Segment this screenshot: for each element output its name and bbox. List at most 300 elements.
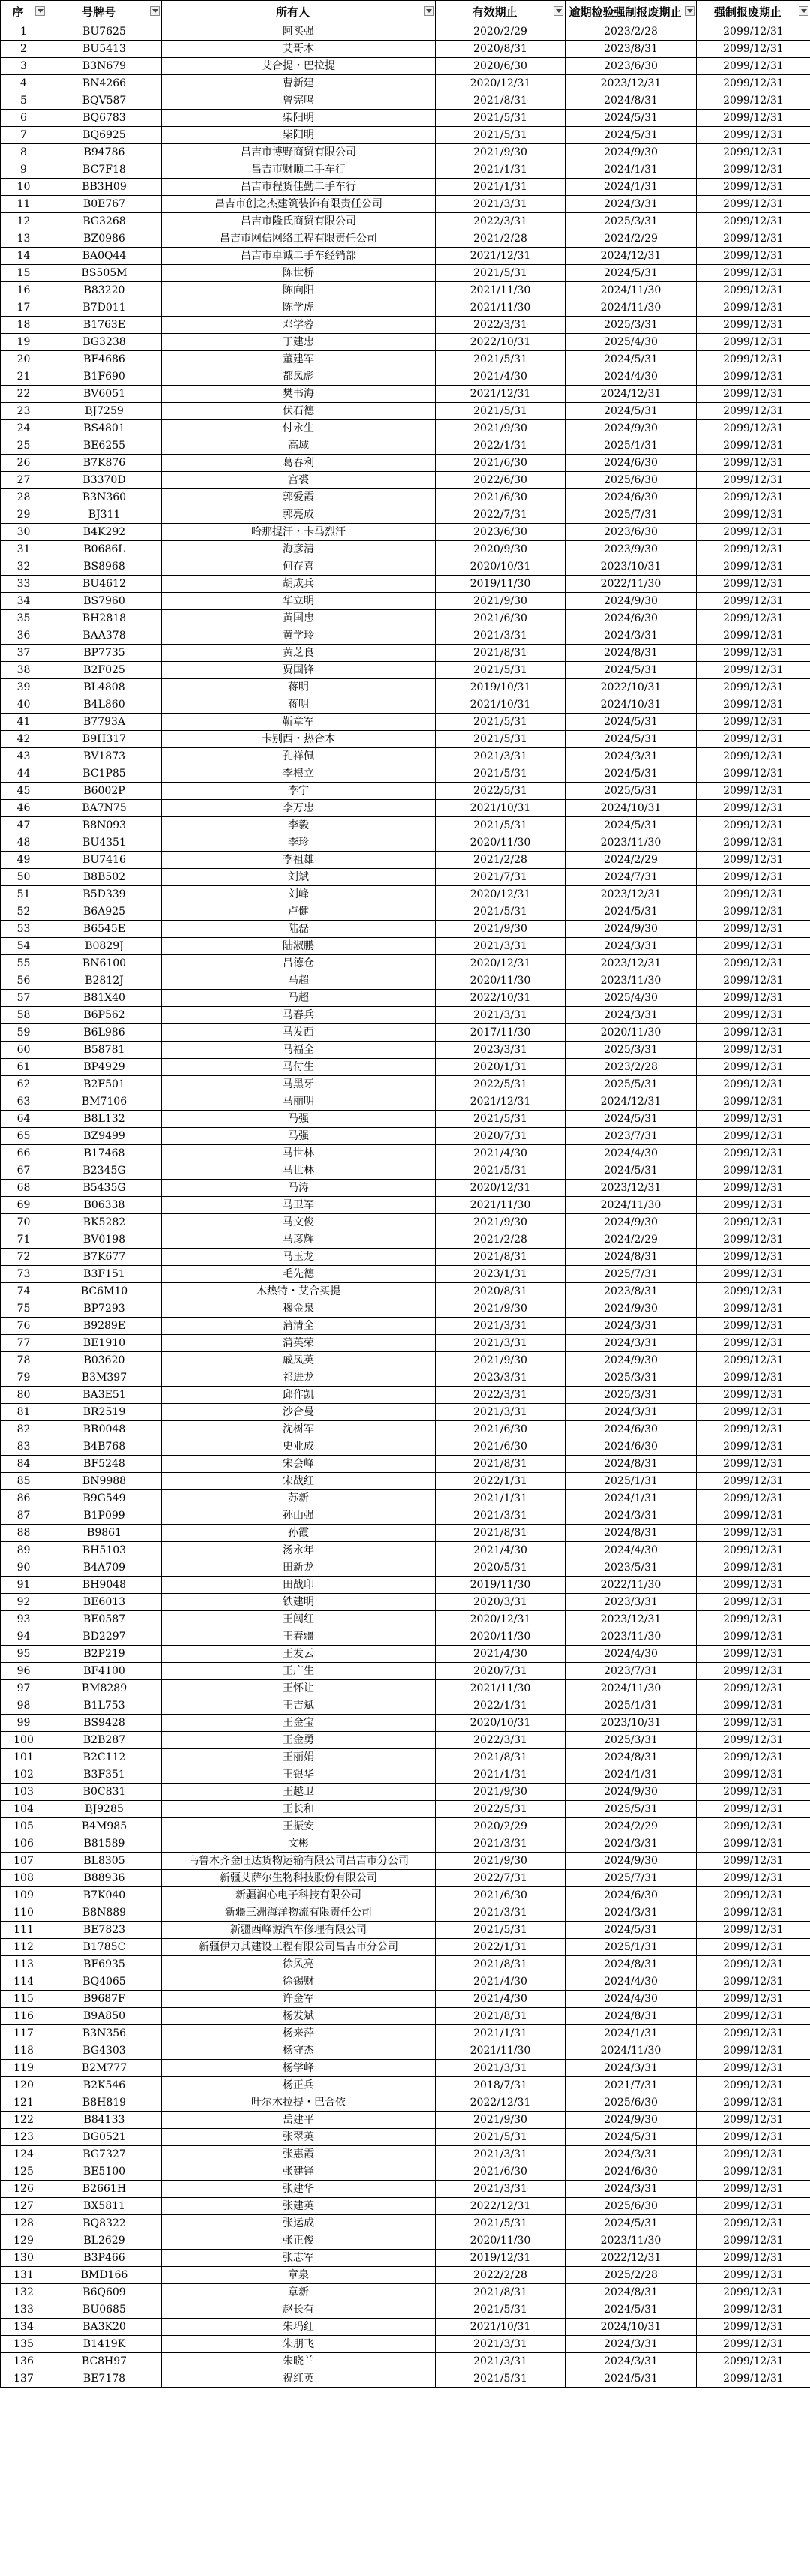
cell-owner[interactable]: 王长和 [162,1801,436,1818]
cell-valid-until[interactable]: 2021/5/31 [436,1922,566,1939]
cell-overdue-scrap[interactable]: 2024/11/30 [566,299,697,317]
cell-overdue-scrap[interactable]: 2023/11/30 [566,972,697,990]
cell-forced-scrap[interactable]: 2099/12/31 [697,2284,810,2301]
cell-plate[interactable]: B1F690 [47,368,162,386]
cell-owner[interactable]: 王闯红 [162,1611,436,1628]
cell-overdue-scrap[interactable]: 2024/6/30 [566,489,697,506]
cell-overdue-scrap[interactable]: 2024/9/30 [566,1784,697,1801]
cell-plate[interactable]: BP4929 [47,1059,162,1076]
cell-valid-until[interactable]: 2022/3/31 [436,317,566,334]
cell-valid-until[interactable]: 2021/3/31 [436,1318,566,1335]
cell-forced-scrap[interactable]: 2099/12/31 [697,1835,810,1853]
cell-seq[interactable]: 127 [1,2198,47,2215]
cell-seq[interactable]: 8 [1,144,47,161]
cell-forced-scrap[interactable]: 2099/12/31 [697,783,810,800]
cell-overdue-scrap[interactable]: 2025/2/28 [566,2267,697,2284]
cell-overdue-scrap[interactable]: 2024/2/29 [566,1818,697,1835]
cell-owner[interactable]: 蒲清全 [162,1318,436,1335]
cell-owner[interactable]: 王广生 [162,1663,436,1680]
cell-forced-scrap[interactable]: 2099/12/31 [697,1870,810,1887]
cell-valid-until[interactable]: 2021/4/30 [436,1542,566,1559]
cell-seq[interactable]: 54 [1,938,47,955]
cell-plate[interactable]: BC1P85 [47,765,162,783]
cell-overdue-scrap[interactable]: 2024/5/31 [566,2301,697,2319]
cell-valid-until[interactable]: 2021/5/31 [436,714,566,731]
cell-owner[interactable]: 马世林 [162,1145,436,1162]
cell-forced-scrap[interactable]: 2099/12/31 [697,2370,810,2388]
cell-seq[interactable]: 118 [1,2042,47,2060]
cell-owner[interactable]: 穆金泉 [162,1300,436,1318]
cell-plate[interactable]: B83220 [47,282,162,299]
cell-forced-scrap[interactable]: 2099/12/31 [697,1214,810,1231]
cell-overdue-scrap[interactable]: 2024/8/31 [566,1525,697,1542]
cell-overdue-scrap[interactable]: 2025/7/31 [566,1266,697,1283]
cell-overdue-scrap[interactable]: 2024/9/30 [566,420,697,437]
cell-plate[interactable]: B0686L [47,541,162,558]
cell-forced-scrap[interactable]: 2099/12/31 [697,2077,810,2094]
cell-forced-scrap[interactable]: 2099/12/31 [697,1766,810,1784]
cell-overdue-scrap[interactable]: 2025/4/30 [566,334,697,351]
cell-overdue-scrap[interactable]: 2024/8/31 [566,1249,697,1266]
cell-seq[interactable]: 93 [1,1611,47,1628]
cell-overdue-scrap[interactable]: 2023/7/31 [566,1128,697,1145]
cell-plate[interactable]: B2661H [47,2181,162,2198]
cell-owner[interactable]: 郭亮成 [162,506,436,524]
cell-valid-until[interactable]: 2021/3/31 [436,2146,566,2163]
cell-valid-until[interactable]: 2020/12/31 [436,1180,566,1197]
cell-plate[interactable]: B3370D [47,472,162,489]
cell-seq[interactable]: 114 [1,1973,47,1991]
cell-seq[interactable]: 40 [1,696,47,714]
cell-plate[interactable]: B8N093 [47,817,162,834]
cell-owner[interactable]: 马卫军 [162,1197,436,1214]
cell-owner[interactable]: 王振安 [162,1818,436,1835]
cell-plate[interactable]: B81X40 [47,990,162,1007]
cell-forced-scrap[interactable]: 2099/12/31 [697,627,810,645]
cell-overdue-scrap[interactable]: 2024/9/30 [566,921,697,938]
cell-forced-scrap[interactable]: 2099/12/31 [697,903,810,921]
cell-forced-scrap[interactable]: 2099/12/31 [697,869,810,886]
cell-overdue-scrap[interactable]: 2024/5/31 [566,662,697,679]
cell-seq[interactable]: 106 [1,1835,47,1853]
cell-plate[interactable]: B1419K [47,2336,162,2353]
cell-valid-until[interactable]: 2021/9/30 [436,1853,566,1870]
cell-seq[interactable]: 42 [1,731,47,748]
cell-forced-scrap[interactable]: 2099/12/31 [697,1352,810,1369]
cell-seq[interactable]: 27 [1,472,47,489]
cell-forced-scrap[interactable]: 2099/12/31 [697,92,810,110]
cell-seq[interactable]: 23 [1,403,47,420]
cell-owner[interactable]: 柴阳明 [162,110,436,127]
cell-seq[interactable]: 31 [1,541,47,558]
cell-forced-scrap[interactable]: 2099/12/31 [697,2353,810,2370]
cell-plate[interactable]: BU7625 [47,23,162,41]
cell-overdue-scrap[interactable]: 2024/3/31 [566,1904,697,1922]
cell-overdue-scrap[interactable]: 2025/6/30 [566,2198,697,2215]
cell-seq[interactable]: 137 [1,2370,47,2388]
cell-owner[interactable]: 阿买强 [162,23,436,41]
cell-plate[interactable]: BG3268 [47,213,162,230]
cell-seq[interactable]: 94 [1,1628,47,1646]
cell-plate[interactable]: BU7416 [47,852,162,869]
cell-plate[interactable]: B1L753 [47,1697,162,1715]
cell-owner[interactable]: 汤永年 [162,1542,436,1559]
cell-seq[interactable]: 109 [1,1887,47,1904]
cell-seq[interactable]: 55 [1,955,47,972]
cell-overdue-scrap[interactable]: 2024/5/31 [566,714,697,731]
cell-overdue-scrap[interactable]: 2024/5/31 [566,265,697,282]
cell-seq[interactable]: 47 [1,817,47,834]
cell-overdue-scrap[interactable]: 2024/3/31 [566,2060,697,2077]
cell-plate[interactable]: B8L132 [47,1111,162,1128]
header-owner[interactable] [162,1,436,23]
cell-forced-scrap[interactable]: 2099/12/31 [697,1887,810,1904]
cell-seq[interactable]: 7 [1,127,47,144]
cell-overdue-scrap[interactable]: 2024/11/30 [566,2042,697,2060]
cell-forced-scrap[interactable]: 2099/12/31 [697,576,810,593]
cell-owner[interactable]: 孙霞 [162,1525,436,1542]
cell-valid-until[interactable]: 2021/9/30 [436,1300,566,1318]
filter-dropdown-icon[interactable] [685,6,694,16]
cell-seq[interactable]: 41 [1,714,47,731]
cell-plate[interactable]: BM7106 [47,1093,162,1111]
cell-plate[interactable]: BJ7259 [47,403,162,420]
cell-valid-until[interactable]: 2021/6/30 [436,1438,566,1456]
cell-plate[interactable]: B3N679 [47,58,162,75]
cell-overdue-scrap[interactable]: 2024/2/29 [566,852,697,869]
cell-seq[interactable]: 79 [1,1369,47,1387]
cell-seq[interactable]: 126 [1,2181,47,2198]
cell-plate[interactable]: B4K292 [47,524,162,541]
cell-overdue-scrap[interactable]: 2024/12/31 [566,248,697,265]
cell-valid-until[interactable]: 2021/12/31 [436,248,566,265]
cell-plate[interactable]: BZ0986 [47,230,162,248]
cell-plate[interactable]: BU0685 [47,2301,162,2319]
cell-owner[interactable]: 马涛 [162,1180,436,1197]
cell-seq[interactable]: 50 [1,869,47,886]
cell-valid-until[interactable]: 2021/6/30 [436,1421,566,1438]
cell-seq[interactable]: 48 [1,834,47,852]
cell-forced-scrap[interactable]: 2099/12/31 [697,1749,810,1766]
cell-valid-until[interactable]: 2021/5/31 [436,731,566,748]
cell-plate[interactable]: B4B768 [47,1438,162,1456]
cell-valid-until[interactable]: 2022/5/31 [436,783,566,800]
cell-overdue-scrap[interactable]: 2024/5/31 [566,110,697,127]
cell-plate[interactable]: BA3E51 [47,1387,162,1404]
cell-seq[interactable]: 39 [1,679,47,696]
cell-valid-until[interactable]: 2021/7/31 [436,869,566,886]
cell-overdue-scrap[interactable]: 2024/1/31 [566,2025,697,2042]
cell-valid-until[interactable]: 2021/5/31 [436,765,566,783]
cell-plate[interactable]: BU4351 [47,834,162,852]
cell-seq[interactable]: 123 [1,2129,47,2146]
cell-seq[interactable]: 77 [1,1335,47,1352]
cell-overdue-scrap[interactable]: 2024/5/31 [566,1162,697,1180]
cell-plate[interactable]: B3F151 [47,1266,162,1283]
cell-seq[interactable]: 59 [1,1024,47,1042]
cell-overdue-scrap[interactable]: 2024/6/30 [566,455,697,472]
cell-plate[interactable]: BN6100 [47,955,162,972]
cell-overdue-scrap[interactable]: 2024/3/31 [566,748,697,765]
cell-plate[interactable]: BB3H09 [47,179,162,196]
cell-valid-until[interactable]: 2020/8/31 [436,41,566,58]
cell-forced-scrap[interactable]: 2099/12/31 [697,800,810,817]
cell-forced-scrap[interactable]: 2099/12/31 [697,1939,810,1956]
cell-valid-until[interactable]: 2021/8/31 [436,1749,566,1766]
cell-seq[interactable]: 17 [1,299,47,317]
cell-seq[interactable]: 80 [1,1387,47,1404]
cell-plate[interactable]: B0829J [47,938,162,955]
cell-plate[interactable]: BR2519 [47,1404,162,1421]
cell-forced-scrap[interactable]: 2099/12/31 [697,2146,810,2163]
cell-owner[interactable]: 宋战红 [162,1473,436,1490]
cell-seq[interactable]: 44 [1,765,47,783]
cell-overdue-scrap[interactable]: 2025/5/31 [566,1801,697,1818]
cell-owner[interactable]: 马发西 [162,1024,436,1042]
cell-owner[interactable]: 贾国锋 [162,662,436,679]
cell-plate[interactable]: B2K546 [47,2077,162,2094]
cell-forced-scrap[interactable]: 2099/12/31 [697,990,810,1007]
cell-valid-until[interactable]: 2021/6/30 [436,2163,566,2181]
cell-forced-scrap[interactable]: 2099/12/31 [697,2301,810,2319]
cell-overdue-scrap[interactable]: 2025/6/30 [566,2094,697,2112]
cell-overdue-scrap[interactable]: 2025/3/31 [566,1042,697,1059]
cell-plate[interactable]: B2812J [47,972,162,990]
cell-seq[interactable]: 125 [1,2163,47,2181]
cell-plate[interactable]: BMD166 [47,2267,162,2284]
cell-plate[interactable]: BL4808 [47,679,162,696]
cell-forced-scrap[interactable]: 2099/12/31 [697,2025,810,2042]
cell-seq[interactable]: 101 [1,1749,47,1766]
cell-plate[interactable]: BE7178 [47,2370,162,2388]
cell-plate[interactable]: BM8289 [47,1680,162,1697]
cell-owner[interactable]: 李万忠 [162,800,436,817]
cell-owner[interactable]: 祁进龙 [162,1369,436,1387]
cell-owner[interactable]: 马福全 [162,1042,436,1059]
cell-valid-until[interactable]: 2020/12/31 [436,75,566,92]
cell-valid-until[interactable]: 2020/6/30 [436,58,566,75]
cell-seq[interactable]: 99 [1,1715,47,1732]
cell-overdue-scrap[interactable]: 2024/5/31 [566,351,697,368]
cell-overdue-scrap[interactable]: 2020/11/30 [566,1024,697,1042]
cell-forced-scrap[interactable]: 2099/12/31 [697,472,810,489]
cell-overdue-scrap[interactable]: 2023/11/30 [566,834,697,852]
cell-forced-scrap[interactable]: 2099/12/31 [697,1853,810,1870]
cell-owner[interactable]: 马超 [162,972,436,990]
cell-owner[interactable]: 王春疆 [162,1628,436,1646]
cell-overdue-scrap[interactable]: 2023/11/30 [566,1628,697,1646]
cell-valid-until[interactable]: 2021/5/31 [436,127,566,144]
cell-forced-scrap[interactable]: 2099/12/31 [697,921,810,938]
cell-seq[interactable]: 107 [1,1853,47,1870]
cell-plate[interactable]: BD2297 [47,1628,162,1646]
cell-seq[interactable]: 92 [1,1594,47,1611]
cell-valid-until[interactable]: 2021/3/31 [436,1335,566,1352]
cell-forced-scrap[interactable]: 2099/12/31 [697,2319,810,2336]
cell-forced-scrap[interactable]: 2099/12/31 [697,1784,810,1801]
cell-valid-until[interactable]: 2020/2/29 [436,23,566,41]
cell-plate[interactable]: B1785C [47,1939,162,1956]
cell-forced-scrap[interactable]: 2099/12/31 [697,662,810,679]
cell-overdue-scrap[interactable]: 2024/4/30 [566,1991,697,2008]
cell-valid-until[interactable]: 2022/3/31 [436,213,566,230]
cell-overdue-scrap[interactable]: 2024/4/30 [566,1542,697,1559]
cell-owner[interactable]: 王金宝 [162,1715,436,1732]
cell-forced-scrap[interactable]: 2099/12/31 [697,1904,810,1922]
cell-valid-until[interactable]: 2021/9/30 [436,2112,566,2129]
cell-overdue-scrap[interactable]: 2024/5/31 [566,765,697,783]
cell-overdue-scrap[interactable]: 2024/8/31 [566,1956,697,1973]
cell-valid-until[interactable]: 2021/9/30 [436,1784,566,1801]
cell-plate[interactable]: B8B502 [47,869,162,886]
cell-plate[interactable]: B88936 [47,1870,162,1887]
cell-valid-until[interactable]: 2021/11/30 [436,1680,566,1697]
cell-overdue-scrap[interactable]: 2024/1/31 [566,161,697,179]
cell-seq[interactable]: 14 [1,248,47,265]
cell-owner[interactable]: 昌吉市程货佳勤二手车行 [162,179,436,196]
cell-owner[interactable]: 昌吉市隆氏商贸有限公司 [162,213,436,230]
cell-forced-scrap[interactable]: 2099/12/31 [697,1128,810,1145]
cell-plate[interactable]: BG3238 [47,334,162,351]
cell-owner[interactable]: 张运成 [162,2215,436,2232]
cell-valid-until[interactable]: 2021/2/28 [436,852,566,869]
cell-owner[interactable]: 杨发斌 [162,2008,436,2025]
cell-owner[interactable]: 新疆艾萨尔生物科技股份有限公司 [162,1870,436,1887]
cell-forced-scrap[interactable]: 2099/12/31 [697,765,810,783]
cell-forced-scrap[interactable]: 2099/12/31 [697,161,810,179]
cell-overdue-scrap[interactable]: 2023/12/31 [566,886,697,903]
cell-forced-scrap[interactable]: 2099/12/31 [697,1473,810,1490]
cell-seq[interactable]: 26 [1,455,47,472]
cell-overdue-scrap[interactable]: 2023/2/28 [566,1059,697,1076]
cell-seq[interactable]: 130 [1,2250,47,2267]
cell-forced-scrap[interactable]: 2099/12/31 [697,1922,810,1939]
cell-forced-scrap[interactable]: 2099/12/31 [697,645,810,662]
cell-plate[interactable]: BN9988 [47,1473,162,1490]
cell-seq[interactable]: 12 [1,213,47,230]
cell-owner[interactable]: 马强 [162,1128,436,1145]
cell-owner[interactable]: 马彦辉 [162,1231,436,1249]
cell-owner[interactable]: 胡成兵 [162,576,436,593]
cell-forced-scrap[interactable]: 2099/12/31 [697,2198,810,2215]
cell-forced-scrap[interactable]: 2099/12/31 [697,1162,810,1180]
cell-valid-until[interactable]: 2022/10/31 [436,990,566,1007]
cell-seq[interactable]: 131 [1,2267,47,2284]
cell-valid-until[interactable]: 2023/3/31 [436,1042,566,1059]
cell-forced-scrap[interactable]: 2099/12/31 [697,41,810,58]
cell-valid-until[interactable]: 2021/3/31 [436,1507,566,1525]
filter-dropdown-icon[interactable] [150,6,160,16]
cell-seq[interactable]: 53 [1,921,47,938]
cell-valid-until[interactable]: 2021/5/31 [436,265,566,282]
cell-overdue-scrap[interactable]: 2024/11/30 [566,1197,697,1214]
cell-owner[interactable]: 柴阳明 [162,127,436,144]
cell-valid-until[interactable]: 2020/2/29 [436,1818,566,1835]
cell-owner[interactable]: 艾哥木 [162,41,436,58]
cell-owner[interactable]: 王金勇 [162,1732,436,1749]
cell-seq[interactable]: 11 [1,196,47,213]
cell-plate[interactable]: B7K677 [47,1249,162,1266]
cell-overdue-scrap[interactable]: 2024/2/29 [566,1231,697,1249]
cell-plate[interactable]: B3N356 [47,2025,162,2042]
cell-overdue-scrap[interactable]: 2023/6/30 [566,524,697,541]
cell-valid-until[interactable]: 2020/12/31 [436,1611,566,1628]
cell-plate[interactable]: B6Q609 [47,2284,162,2301]
cell-overdue-scrap[interactable]: 2024/5/31 [566,1111,697,1128]
cell-seq[interactable]: 10 [1,179,47,196]
cell-overdue-scrap[interactable]: 2023/9/30 [566,541,697,558]
cell-owner[interactable]: 马玉龙 [162,1249,436,1266]
cell-valid-until[interactable]: 2020/10/31 [436,1715,566,1732]
cell-overdue-scrap[interactable]: 2025/3/31 [566,213,697,230]
cell-owner[interactable]: 杨正兵 [162,2077,436,2094]
cell-seq[interactable]: 74 [1,1283,47,1300]
cell-plate[interactable]: B58781 [47,1042,162,1059]
cell-plate[interactable]: B9861 [47,1525,162,1542]
cell-plate[interactable]: BF4686 [47,351,162,368]
cell-valid-until[interactable]: 2020/1/31 [436,1059,566,1076]
cell-forced-scrap[interactable]: 2099/12/31 [697,2181,810,2198]
header-overdue-scrap[interactable] [566,1,697,23]
cell-valid-until[interactable]: 2021/12/31 [436,1093,566,1111]
cell-valid-until[interactable]: 2022/3/31 [436,1387,566,1404]
cell-valid-until[interactable]: 2020/11/30 [436,2232,566,2250]
cell-seq[interactable]: 25 [1,437,47,455]
cell-owner[interactable]: 马超 [162,990,436,1007]
cell-overdue-scrap[interactable]: 2024/5/31 [566,731,697,748]
cell-plate[interactable]: B2C112 [47,1749,162,1766]
cell-owner[interactable]: 昌吉市博野商贸有限公司 [162,144,436,161]
cell-overdue-scrap[interactable]: 2024/1/31 [566,1490,697,1507]
cell-valid-until[interactable]: 2021/8/31 [436,1525,566,1542]
cell-forced-scrap[interactable]: 2099/12/31 [697,1404,810,1421]
cell-forced-scrap[interactable]: 2099/12/31 [697,2163,810,2181]
cell-forced-scrap[interactable]: 2099/12/31 [697,213,810,230]
cell-owner[interactable]: 刘斌 [162,869,436,886]
cell-valid-until[interactable]: 2021/3/31 [436,196,566,213]
cell-overdue-scrap[interactable]: 2023/12/31 [566,955,697,972]
cell-overdue-scrap[interactable]: 2023/12/31 [566,75,697,92]
cell-owner[interactable]: 葛春利 [162,455,436,472]
cell-forced-scrap[interactable]: 2099/12/31 [697,58,810,75]
cell-valid-until[interactable]: 2020/11/30 [436,1628,566,1646]
cell-owner[interactable]: 蒲英荣 [162,1335,436,1352]
cell-overdue-scrap[interactable]: 2025/3/31 [566,1369,697,1387]
cell-overdue-scrap[interactable]: 2024/9/30 [566,144,697,161]
cell-overdue-scrap[interactable]: 2025/5/31 [566,783,697,800]
cell-overdue-scrap[interactable]: 2024/3/31 [566,1007,697,1024]
cell-valid-until[interactable]: 2021/8/31 [436,1249,566,1266]
cell-overdue-scrap[interactable]: 2025/4/30 [566,990,697,1007]
filter-dropdown-icon[interactable] [554,6,563,16]
cell-owner[interactable]: 田新龙 [162,1559,436,1577]
cell-owner[interactable]: 王发云 [162,1646,436,1663]
cell-seq[interactable]: 30 [1,524,47,541]
cell-forced-scrap[interactable]: 2099/12/31 [697,852,810,869]
cell-owner[interactable]: 邓学蓉 [162,317,436,334]
cell-overdue-scrap[interactable]: 2024/3/31 [566,196,697,213]
cell-owner[interactable]: 董建军 [162,351,436,368]
cell-owner[interactable]: 新疆伊力其建设工程有限公司昌吉市分公司 [162,1939,436,1956]
cell-plate[interactable]: B2F025 [47,662,162,679]
cell-forced-scrap[interactable]: 2099/12/31 [697,1369,810,1387]
cell-overdue-scrap[interactable]: 2024/3/31 [566,938,697,955]
cell-owner[interactable]: 邱作凯 [162,1387,436,1404]
cell-seq[interactable]: 90 [1,1559,47,1577]
cell-seq[interactable]: 103 [1,1784,47,1801]
cell-overdue-scrap[interactable]: 2024/10/31 [566,2319,697,2336]
cell-valid-until[interactable]: 2020/12/31 [436,886,566,903]
